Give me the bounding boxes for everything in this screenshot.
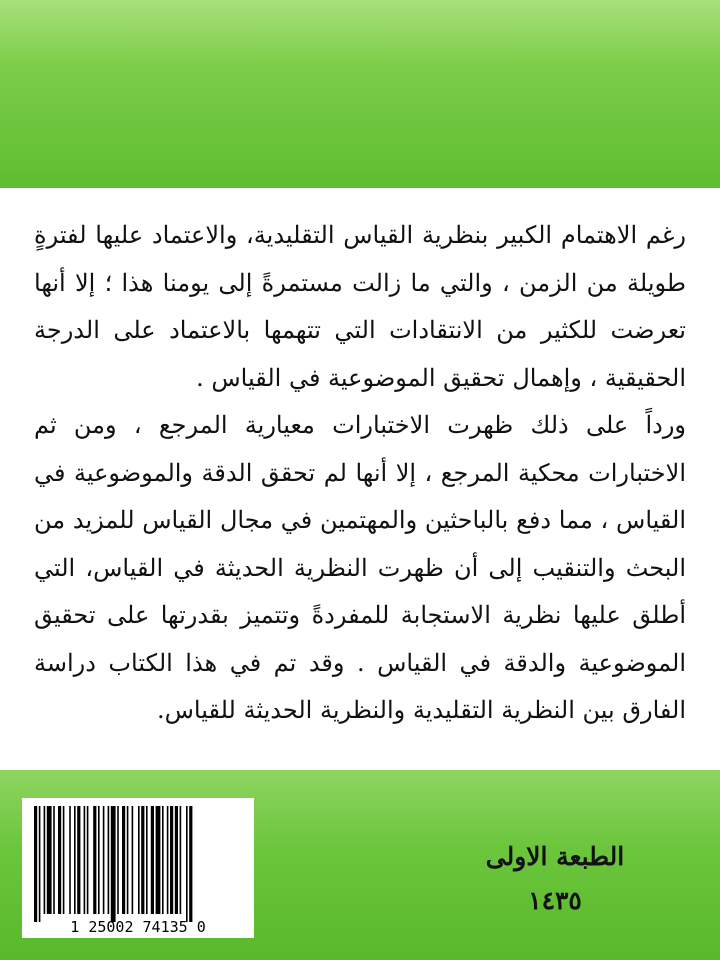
barcode-bar (69, 806, 71, 914)
barcode-bar (186, 806, 188, 922)
barcode-bar (162, 806, 164, 914)
barcode-bar (58, 806, 61, 914)
barcode-bar (167, 806, 169, 914)
barcode-bar (141, 806, 144, 914)
barcode-bar (127, 806, 129, 914)
barcode-bar (122, 806, 125, 914)
blurb (34, 212, 686, 735)
edition-info (445, 835, 665, 923)
barcode-bar (175, 806, 178, 914)
barcode-bar (108, 806, 110, 914)
barcode-bar (189, 806, 192, 922)
barcode-bar (117, 806, 119, 914)
barcode (22, 798, 254, 938)
barcode-bar (170, 806, 173, 914)
barcode-bar (103, 806, 105, 914)
barcode-bar (74, 806, 76, 914)
barcode-bar (180, 806, 182, 914)
barcode-bar (87, 806, 89, 914)
barcode-bar (146, 806, 148, 914)
barcode-bar (132, 806, 134, 914)
barcode-bar (44, 806, 46, 914)
barcode-bar (63, 806, 65, 914)
barcode-bar (47, 806, 52, 914)
barcode-bar (138, 806, 140, 914)
barcode-bar (84, 806, 86, 914)
edition-label: الطبعة الاولى (485, 842, 625, 871)
barcode-bar (77, 806, 80, 914)
top-green-band (0, 0, 720, 188)
barcode-graphic (22, 798, 254, 938)
barcode-number: 1 25002 74135 0 (70, 918, 206, 936)
barcode-bar (98, 806, 100, 914)
barcode-bar (111, 806, 116, 922)
blurb-paragraph-2: ورداً على ذلك ظهرت الاختبارات معيارية المرجع ، ومن ثم الاختبارات محكية المرجع ، إلا أنها لم تحقق الدقة والموضوعية في القياس ، مما دفع بالباحثين والمهتمين في مجال القياس للمزيد من البحث والتنقيب إلى أن ظهرت النظرية الحديثة في القياس، التي أطلق عليها نظرية الاستجابة للمفردةً وتتميز بقدرتها على تحقيق الموضوعية والدقة في القياس . وقد تم في هذا الكتاب دراسة الفارق بين النظرية التقليدية والنظرية الحديثة للقياس. (34, 411, 686, 724)
barcode-bar (34, 806, 37, 922)
barcode-bar (151, 806, 154, 914)
barcode-bar (93, 806, 96, 914)
barcode-bar (156, 806, 161, 914)
edition-year: ١٤٣٥ (528, 886, 582, 915)
barcode-bar (39, 806, 41, 922)
barcode-bar (53, 806, 55, 914)
blurb-paragraph-1: رغم الاهتمام الكبير بنظرية القياس التقليدية، والاعتماد عليها لفترةٍ طويلة من الزمن ، والتي ما زالت مستمرةً إلى يومنا هذا ؛ إلا أنها تعرضت للكثير من الانتقادات التي تتهمها بالاعتماد على الدرجة الحقيقية ، وإهمال تحقيق الموضوعية في القياس . (34, 221, 686, 392)
